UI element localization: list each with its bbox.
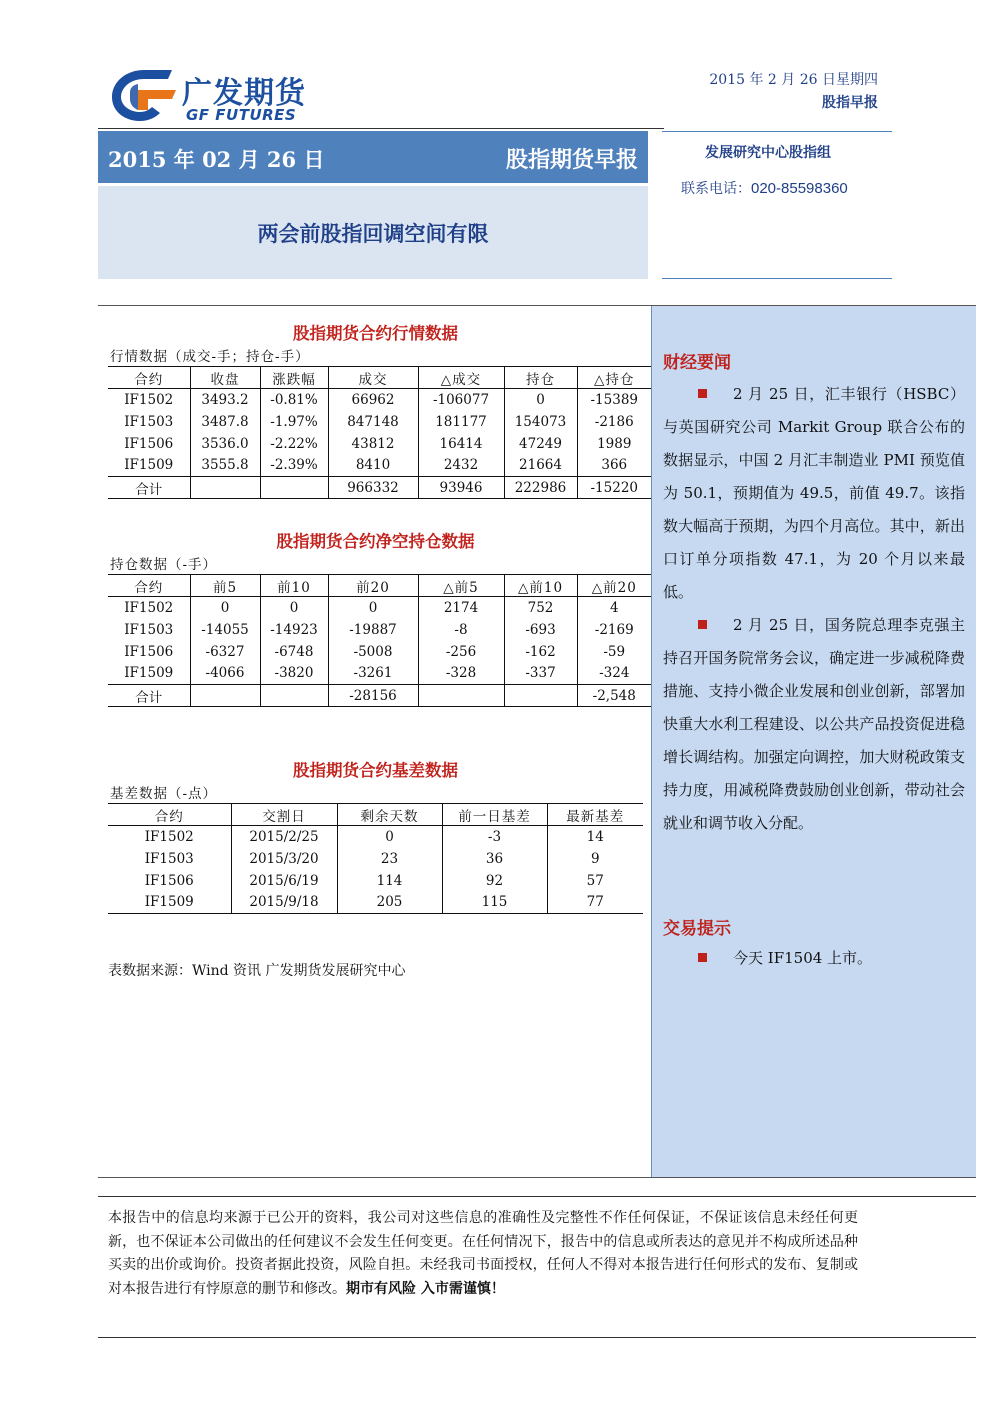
table-cell: 181177 [418,411,504,433]
disclaimer-box [98,1196,976,1338]
table-cell: -2169 [577,619,651,641]
title-banner [98,131,648,183]
news-heading: 财经要闻 [663,353,731,373]
column-header: 合约 [108,367,190,389]
table-cell: 92 [442,870,547,892]
column-header: 前20 [328,575,418,597]
table-cell: IF1509 [124,664,174,681]
sidebar [651,306,976,1177]
divider [662,278,892,279]
market-table-title: 股指期货合约行情数据 [293,324,458,343]
header-divider [98,128,664,129]
table-cell: -1.97% [260,411,328,433]
position-data-table [108,574,651,707]
table-cell: 8410 [328,455,418,477]
table-cell: -5008 [328,641,418,663]
column-header: 成交 [328,367,418,389]
table-cell [504,685,577,707]
market-data-table [108,366,651,499]
banner-date: 2015 年 02 月 26 日 [108,147,325,172]
table-cell: 4 [577,597,651,619]
gf-logo-icon [108,66,180,124]
table-header-row [108,575,651,597]
table-cell: IF1502 [124,391,174,408]
column-header: 交割日 [231,804,337,826]
bullet-icon [698,953,707,962]
table-cell: 2015/9/18 [231,892,337,914]
report-type: 股指早报 [822,95,878,111]
table-cell: -2186 [577,411,651,433]
table-cell [260,685,328,707]
divider [662,131,892,132]
table-cell: 合计 [108,685,190,707]
table-cell: 3487.8 [190,411,260,433]
table-cell: IF1506 [124,643,174,660]
table-cell: IF1502 [124,599,174,616]
table-cell: IF1503 [124,413,174,430]
contact-info [681,178,848,198]
column-header: 合约 [108,575,190,597]
divider [98,1177,976,1178]
table-cell: -3261 [328,663,418,685]
news-item: 2 月 25 日，国务院总理李克强主持召开国务院常务会议，确定进一步减税降费措施、支持小微企业发展和创业创新，部署加快重大水利工程建设、以公共产品投资促进稳增长调结构。加强定向调控，加大财税政策支持力度，用减税降费鼓励创业创新，带动社会就业和调节收入分配。 [663,616,965,832]
company-logo [108,66,358,128]
logo-english-name: GF FUTURES [186,106,297,124]
position-table-subtitle: 持仓数据（-手） [110,557,218,573]
table-cell: -15220 [577,477,651,499]
table-cell: IF1506 [144,872,194,889]
table-cell: 43812 [328,433,418,455]
report-date: 2015 年 2 月 26 日星期四 [709,72,878,88]
column-header: △持仓 [577,367,651,389]
table-cell: 57 [547,870,643,892]
column-header: 持仓 [504,367,577,389]
table-cell: IF1503 [124,621,174,638]
table-cell: 114 [337,870,442,892]
table-cell: -8 [418,619,504,641]
tips-heading: 交易提示 [663,919,731,939]
table-cell: 2174 [418,597,504,619]
table-cell: -328 [418,663,504,685]
table-cell: 21664 [504,455,577,477]
table-cell: IF1509 [124,456,174,473]
table-cell: 3536.0 [190,433,260,455]
table-cell [260,477,328,499]
table-cell: -3 [442,826,547,848]
table-cell: 2432 [418,455,504,477]
table-cell: 3555.8 [190,455,260,477]
column-header: 剩余天数 [337,804,442,826]
table-cell: 1989 [577,433,651,455]
table-cell: 0 [190,597,260,619]
table-cell: 93946 [418,477,504,499]
table-cell: -2.22% [260,433,328,455]
basis-data-table [108,803,643,914]
table-cell: IF1506 [124,435,174,452]
table-cell: 966332 [328,477,418,499]
table-cell: 77 [547,892,643,914]
table-total-row [108,685,651,707]
table-cell: 115 [442,892,547,914]
headline: 两会前股指回调空间有限 [257,221,489,246]
table-cell: -337 [504,663,577,685]
table-cell: 205 [337,892,442,914]
table-cell [190,477,260,499]
table-cell: -19887 [328,619,418,641]
table-row [108,619,651,641]
table-cell: -4066 [190,663,260,685]
table-row [108,870,643,892]
table-cell: 0 [328,597,418,619]
basis-table-subtitle: 基差数据（-点） [110,786,218,802]
table-cell: IF1502 [144,828,194,845]
column-header: △前10 [504,575,577,597]
contact-label: 联系电话： [681,181,751,197]
table-row [108,455,651,477]
table-cell: -3820 [260,663,328,685]
table-row [108,663,651,685]
table-cell: -106077 [418,389,504,411]
table-row [108,389,651,411]
table-cell: -6327 [190,641,260,663]
table-cell: -14923 [260,619,328,641]
table-cell: 9 [547,848,643,870]
table-row [108,641,651,663]
table-cell: -324 [577,663,651,685]
column-header: 前一日基差 [442,804,547,826]
basis-table-title: 股指期货合约基差数据 [293,761,458,780]
table-cell: -162 [504,641,577,663]
table-cell: 23 [337,848,442,870]
table-cell: 222986 [504,477,577,499]
table-cell [418,685,504,707]
table-cell: 0 [337,826,442,848]
table-cell: 752 [504,597,577,619]
table-cell: -59 [577,641,651,663]
department: 发展研究中心股指组 [705,145,831,161]
table-cell: 3493.2 [190,389,260,411]
column-header: △前20 [577,575,651,597]
table-cell: 847148 [328,411,418,433]
disclaimer-text: 本报告中的信息均来源于已公开的资料，我公司对这些信息的准确性及完整性不作任何保证，不保证该信息未经任何更新，也不保证本公司做出的任何建议不会发生任何变更。在任何情况下，报告中的信息或所表达的意见并不构成所述品种买卖的出价或询价。投资者据此投资，风险自担。未经我司书面授权，任何人不得对本报告进行任何形式的发布、复制或对本报告进行有悖原意的删节和修改。期市有风险 入市需谨慎！ [108,1210,858,1297]
table-cell: 14 [547,826,643,848]
table-cell: IF1503 [144,850,194,867]
table-cell: IF1509 [108,892,231,914]
table-row [108,433,651,455]
table-cell: -28156 [328,685,418,707]
table-cell: 366 [577,455,651,477]
table-cell: 47249 [504,433,577,455]
column-header: 收盘 [190,367,260,389]
table-cell: 154073 [504,411,577,433]
table-cell: -2,548 [577,685,651,707]
position-table-title: 股指期货合约净空持仓数据 [276,532,475,551]
tip-item: 今天 IF1504 上市。 [663,942,965,975]
column-header: △前5 [418,575,504,597]
news-item: 2 月 25 日，汇丰银行（HSBC）与英国研究公司 Markit Group 联合公布的数据显示，中国 2 月汇丰制造业 PMI 预览值为 50.1，预期值为 49.5，前值 49.7。该指数大幅高于预期，为四个月高位。其中，新出口订单分项指数 47.1，为 20 个月以来最低。 [663,385,965,601]
banner-title: 股指期货早报 [505,147,638,173]
table-cell: 16414 [418,433,504,455]
table-cell: -2.39% [260,455,328,477]
column-header: 前5 [190,575,260,597]
table-cell: -256 [418,641,504,663]
table-cell: -15389 [577,389,651,411]
logo-chinese-name: 广发期货 [182,76,306,111]
table-cell: 合计 [108,477,190,499]
table-cell: 2015/2/25 [231,826,337,848]
table-cell: 66962 [328,389,418,411]
table-cell: 0 [504,389,577,411]
bullet-icon [698,389,707,398]
column-header: △成交 [418,367,504,389]
table-cell: -0.81% [260,389,328,411]
table-total-row [108,477,651,499]
contact-number: 020-85598360 [751,180,848,197]
headline-box [98,186,648,279]
data-source: 表数据来源：Wind 资讯 广发期货发展研究中心 [108,963,406,979]
table-row [108,411,651,433]
table-cell: 2015/3/20 [231,848,337,870]
table-row [108,826,643,848]
table-cell: -14055 [190,619,260,641]
column-header: 前10 [260,575,328,597]
table-header-row [108,367,651,389]
table-cell [190,685,260,707]
market-table-subtitle: 行情数据（成交-手；持仓-手） [110,349,310,365]
column-header: 合约 [108,804,231,826]
column-header: 最新基差 [547,804,643,826]
table-row [108,848,643,870]
table-row [108,597,651,619]
table-cell: 36 [442,848,547,870]
risk-warning: 期市有风险 入市需谨慎！ [346,1280,505,1297]
table-cell: 2015/6/19 [231,870,337,892]
table-cell: 0 [260,597,328,619]
table-cell: -693 [504,619,577,641]
table-row [108,892,643,914]
bullet-icon [698,620,707,629]
table-cell: -6748 [260,641,328,663]
column-header: 涨跌幅 [260,367,328,389]
table-header-row [108,804,643,826]
